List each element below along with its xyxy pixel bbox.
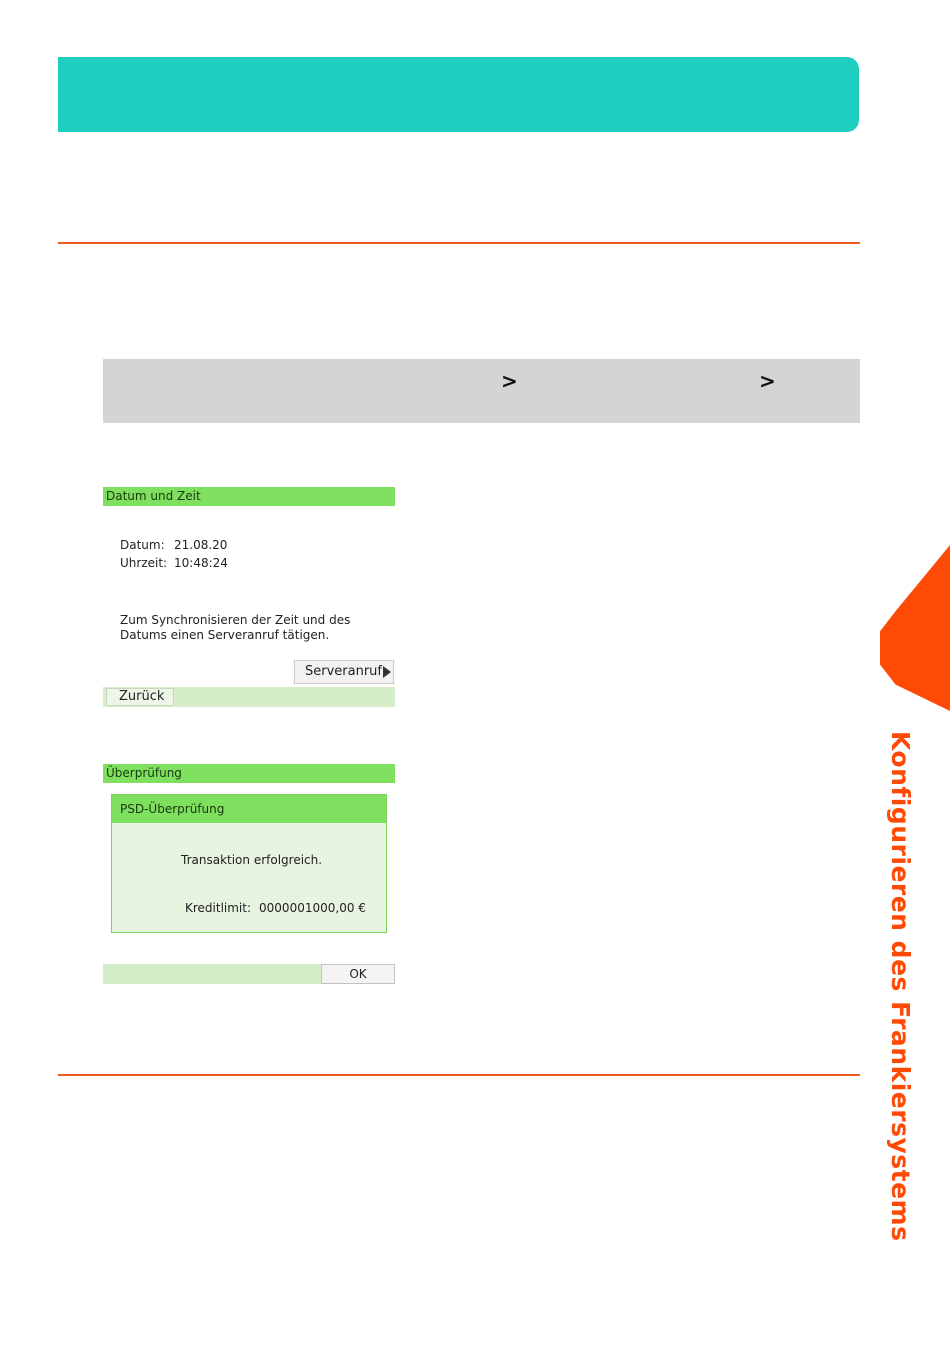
date-row (120, 538, 227, 552)
credit-limit-label: Kreditlimit: (185, 901, 252, 915)
time-row (120, 556, 228, 570)
credit-limit-value: 0000001000,00 € (259, 901, 366, 915)
chevron-right-icon (383, 666, 391, 678)
time-value: 10:48:24 (174, 556, 228, 570)
header-banner (58, 57, 859, 132)
menu-path-separator-2: > (759, 369, 776, 393)
top-divider (58, 242, 860, 244)
chapter-tab-label: Konfigurieren des Frankiersystems (886, 731, 915, 1242)
dialog-title: PSD-Überprüfung (112, 795, 386, 823)
soft-key-bar (103, 964, 395, 984)
server-call-label: Serveranruf (305, 664, 382, 679)
screen-title: Überprüfung (103, 764, 395, 783)
back-button[interactable]: Zurück (106, 688, 174, 706)
date-time-screen (103, 487, 395, 707)
screen-title: Datum und Zeit (103, 487, 395, 506)
server-call-button[interactable] (294, 660, 394, 684)
transaction-result: Transaktion erfolgreich. (181, 853, 323, 867)
psd-check-dialog (111, 794, 387, 933)
sync-message: Zum Synchronisieren der Zeit und des Datums einen Serveranruf tätigen. (120, 613, 351, 642)
chapter-tab (880, 545, 950, 711)
date-label: Datum: (120, 538, 165, 552)
menu-path-bar (103, 359, 860, 423)
time-label: Uhrzeit: (120, 556, 168, 570)
credit-limit-row (185, 901, 366, 915)
check-screen (103, 764, 395, 984)
bottom-divider (58, 1074, 860, 1076)
menu-path-separator-1: > (501, 369, 518, 393)
ok-button[interactable]: OK (321, 964, 395, 984)
soft-key-bar (103, 687, 395, 707)
date-value: 21.08.20 (174, 538, 228, 552)
